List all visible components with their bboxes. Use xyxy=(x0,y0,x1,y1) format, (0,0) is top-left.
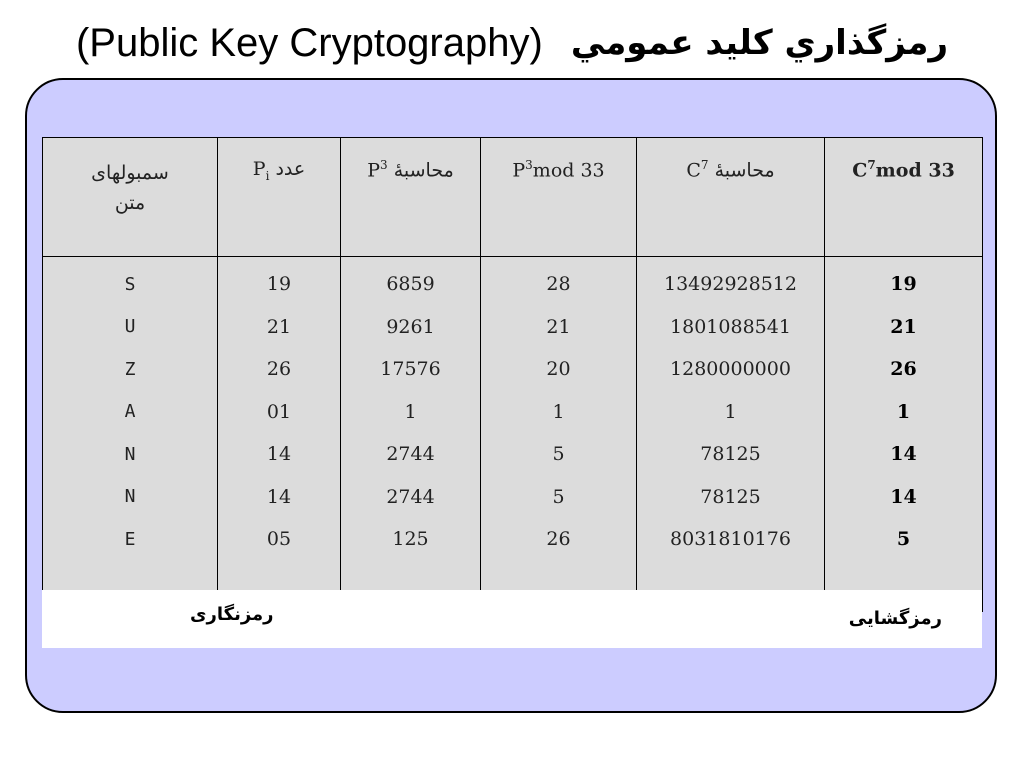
cell-pi: 26 xyxy=(218,348,341,391)
cell-symbol: N xyxy=(43,476,218,519)
cell-pi: 14 xyxy=(218,433,341,476)
cell-symbol: A xyxy=(43,391,218,434)
cell-symbol: U xyxy=(43,306,218,349)
cell-p3: 9261 xyxy=(341,306,481,349)
cell-c7mod: 14 xyxy=(825,433,983,476)
header-pi-var: P xyxy=(252,158,266,180)
cell-p3mod: 26 xyxy=(481,518,637,561)
cell-pi: 14 xyxy=(218,476,341,519)
table-row xyxy=(43,306,983,349)
cell-pi: 01 xyxy=(218,391,341,434)
cell-pi: 05 xyxy=(218,518,341,561)
header-p3-sup: 3 xyxy=(380,158,388,172)
cell-p3: 1 xyxy=(341,391,481,434)
header-c7-label: محاسبهٔ xyxy=(714,159,775,182)
cell-p3mod: 5 xyxy=(481,476,637,519)
header-p3-var: P xyxy=(367,159,381,182)
decryption-label: رمزگشایی xyxy=(848,608,942,629)
cell-p3mod: 21 xyxy=(481,306,637,349)
cell-c7: 13492928512 xyxy=(637,257,825,306)
cell-p3mod: 28 xyxy=(481,257,637,306)
table-row xyxy=(43,391,983,434)
cell-p3: 2744 xyxy=(341,433,481,476)
cell-p3: 125 xyxy=(341,518,481,561)
cell-p3mod: 20 xyxy=(481,348,637,391)
header-p3 xyxy=(341,138,481,257)
slide-title xyxy=(0,12,1024,74)
table-row xyxy=(43,257,983,306)
encryption-label: رمزنگاری xyxy=(190,604,274,625)
rsa-table xyxy=(42,137,983,612)
cell-c7: 1801088541 xyxy=(637,306,825,349)
title-persian: رمزگذاري كليد عمومي xyxy=(570,23,949,63)
cell-symbol: E xyxy=(43,518,218,561)
cell-symbol: S xyxy=(43,257,218,306)
cell-c7: 1 xyxy=(637,391,825,434)
cell-symbol: N xyxy=(43,433,218,476)
header-symbols xyxy=(43,138,218,257)
header-pi-label: عدد xyxy=(275,158,306,180)
title-english: (Public Key Cryptography) xyxy=(75,20,543,65)
cell-pi: 19 xyxy=(218,257,341,306)
table-row xyxy=(43,476,983,519)
cell-c7mod: 5 xyxy=(825,518,983,561)
cell-c7mod: 21 xyxy=(825,306,983,349)
header-symbols-label: سمبولهای متن xyxy=(91,162,169,214)
cell-c7: 78125 xyxy=(637,476,825,519)
header-pi xyxy=(218,138,341,257)
table-header-row xyxy=(43,138,983,257)
header-c7mod-rest: mod 33 xyxy=(875,159,955,182)
cell-p3: 2744 xyxy=(341,476,481,519)
table-row xyxy=(43,433,983,476)
header-c7 xyxy=(637,138,825,257)
table-row xyxy=(43,518,983,561)
cell-c7mod: 14 xyxy=(825,476,983,519)
header-c7mod xyxy=(825,138,983,257)
table-footer xyxy=(42,590,982,648)
header-c7mod-var: C xyxy=(852,159,868,182)
header-pi-sub: i xyxy=(265,168,270,183)
header-p3-label: محاسبهٔ xyxy=(393,159,454,182)
cell-p3mod: 5 xyxy=(481,433,637,476)
cell-p3: 17576 xyxy=(341,348,481,391)
cell-symbol: Z xyxy=(43,348,218,391)
cell-p3mod: 1 xyxy=(481,391,637,434)
cell-c7: 1280000000 xyxy=(637,348,825,391)
cell-c7mod: 26 xyxy=(825,348,983,391)
header-p3mod xyxy=(481,138,637,257)
header-p3mod-var: P xyxy=(512,159,526,182)
header-c7-sup: 7 xyxy=(700,158,709,172)
cell-p3: 6859 xyxy=(341,257,481,306)
cell-c7: 8031810176 xyxy=(637,518,825,561)
header-c7mod-sup: 7 xyxy=(867,158,876,172)
header-p3mod-sup: 3 xyxy=(525,158,533,172)
cell-c7mod: 19 xyxy=(825,257,983,306)
table-row xyxy=(43,348,983,391)
cell-pi: 21 xyxy=(218,306,341,349)
cell-c7: 78125 xyxy=(637,433,825,476)
cell-c7mod: 1 xyxy=(825,391,983,434)
header-p3mod-rest: mod 33 xyxy=(532,159,605,182)
header-c7-var: C xyxy=(686,159,701,182)
